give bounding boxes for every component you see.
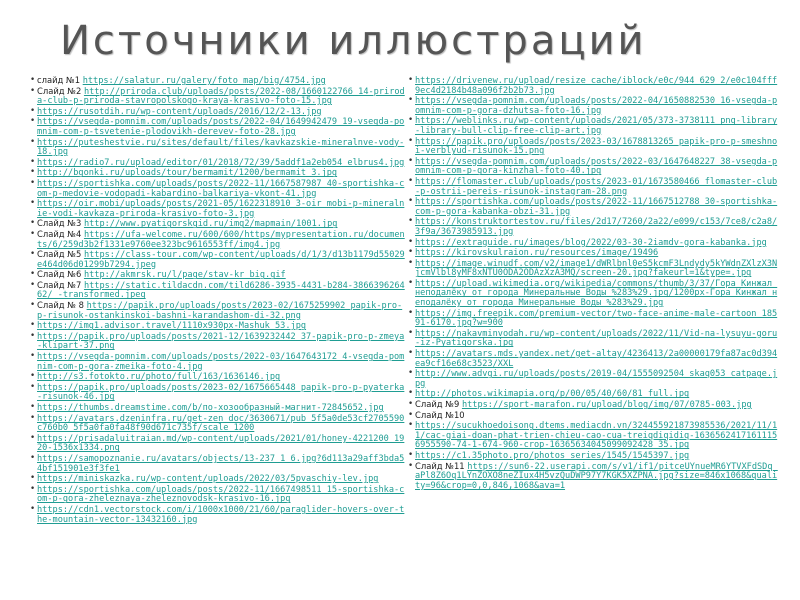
bullet-icon: • bbox=[30, 371, 36, 382]
bullet-icon: • bbox=[408, 449, 414, 460]
source-link[interactable]: https://class-tour.com/wp-content/uploads/d/1/3/d13b1179d55029e464d06d01299b7294.jpeg bbox=[37, 250, 405, 270]
source-entry bbox=[408, 411, 782, 422]
source-link[interactable]: https://salatur.ru/galery/foto_map/big/4754.jpg bbox=[82, 76, 326, 86]
slide-label: Слайд №2 bbox=[37, 85, 84, 96]
source-link[interactable]: https://vsegda-pomnim.com/uploads/posts/2022-03/1647648227_38-vsegda-pomnim-com-p-gora-kinzhal-foto-40.jpg bbox=[415, 156, 778, 177]
source-link[interactable]: https://img1.advisor.travel/1110x930px-Mashuk_53.jpg bbox=[37, 321, 307, 332]
bullet-icon: • bbox=[30, 412, 36, 423]
bullet-icon: • bbox=[30, 351, 36, 362]
slide-label: Слайд №4 bbox=[37, 228, 84, 239]
source-link[interactable]: https://image.winudf.com/v2/image1/dWRlbnl0eS5kcmF3Lndydy5kYWdnZXlzX3NjcmVlbl8yMF8xNTU0ODA2ODAzXzA3MQ/screen-20.jpg?fakeurl=1&type=.jpg bbox=[415, 258, 778, 279]
source-link[interactable]: https://sportishka.com/uploads/posts/2022-11/1667498511_15-sportishka-com-p-gora-zheleznaya-zheleznovodsk-krasivo-16.jpg bbox=[37, 484, 405, 505]
slide-label: Слайд №11 bbox=[415, 460, 468, 471]
bullet-icon: • bbox=[408, 95, 414, 106]
source-link[interactable]: http://priroda.club/uploads/posts/2022-08/1660122766_14-priroda-club-p-priroda-stavropolskogo-kraya-krasivo-foto-15.jpg bbox=[37, 86, 405, 107]
source-entry bbox=[30, 321, 406, 332]
source-link[interactable]: https://upload.wikimedia.org/wikipedia/commons/thumb/3/37/Гора_Кинжал_неподалёку_от_города_Минеральные_Воды_%283%29.jpg/1200px-Гора_Кинжал_неподалёку_от_города_Минеральные_Воды_%283%29.jpg bbox=[415, 278, 778, 309]
source-entry bbox=[30, 332, 406, 352]
bullet-icon: • bbox=[30, 136, 36, 147]
bullet-icon: • bbox=[408, 115, 414, 126]
source-link[interactable]: https://papik.pro/uploads/posts/2023-02/1675259902_papik-pro-p-risunok-ostankinskoi-bashni-karandashom-di-32.png bbox=[37, 301, 403, 321]
source-entry bbox=[30, 199, 406, 219]
source-link[interactable]: https://static.tildacdn.com/tild6286-3935-4431-b284-386639626462/_-transformed.jpeg bbox=[37, 280, 405, 301]
bullet-icon: • bbox=[408, 247, 414, 258]
source-entry bbox=[408, 217, 782, 237]
source-entry bbox=[30, 87, 406, 107]
bullet-icon: • bbox=[30, 105, 36, 116]
source-entry bbox=[30, 414, 406, 434]
source-entry bbox=[30, 372, 406, 383]
slide-label: Слайд №7 bbox=[37, 279, 84, 290]
source-link[interactable]: https://c1.35photo.pro/photos_series/1545/1545397.jpg bbox=[415, 450, 690, 461]
slide-label: Слайд №9 bbox=[415, 399, 462, 409]
source-link[interactable]: https://puteshestvie.ru/sites/default/files/kavkazskie-mineralnve-vody-18.jpg bbox=[37, 137, 405, 158]
source-link[interactable]: http://photos.wikimapia.org/p/00/05/40/60/81_full.jpg bbox=[415, 389, 690, 400]
bullet-icon: • bbox=[408, 460, 414, 471]
bullet-icon: • bbox=[30, 167, 36, 178]
bullet-icon: • bbox=[30, 198, 36, 209]
source-entry bbox=[408, 96, 782, 116]
source-entry bbox=[408, 309, 782, 329]
source-link[interactable]: https://cdn1.vectorstock.com/i/1000x1000/21/60/paraglider-hovers-over-the-mountain-vector-13432160.jpg bbox=[37, 504, 405, 525]
source-link[interactable]: https://img.freepik.com/premium-vector/two-face-anime-male-cartoon_18591-6170.jpg?w=900 bbox=[415, 308, 778, 329]
source-link[interactable]: https://ufa-welcome.ru/600/600/https/mypresentation.ru/documents/6/259d3b2f1331e9760ee323bc9616553ff/img4.jpg bbox=[37, 229, 405, 250]
source-entry bbox=[408, 389, 782, 400]
source-link[interactable]: https://oir.mobi/uploads/posts/2021-05/1622318910_3-oir_mobi-p-mineralnie-vodi-kavkaza-priroda-krasivo-foto-3.jpg bbox=[37, 199, 405, 219]
bullet-icon: • bbox=[30, 218, 36, 229]
source-entry bbox=[408, 116, 782, 136]
bullet-icon: • bbox=[408, 399, 414, 409]
bullet-icon: • bbox=[30, 503, 36, 514]
source-link[interactable]: https://papik.pro/uploads/posts/2023-03/1678813265_papik-pro-p-smeshnoi-verblyud-risunok-15.png bbox=[415, 136, 778, 157]
source-link[interactable]: https://konstruktortestov.ru/files/2d17/7260/2a22/e099/c153/7ce8/c2a8/3f9a/3673985913.jpg bbox=[415, 217, 778, 237]
source-link[interactable]: http://bgonki.ru/uploads/tour/bermamit/1200/bermamit_3.jpg bbox=[37, 168, 338, 179]
source-entry bbox=[408, 421, 782, 451]
source-link[interactable]: https://vsegda-pomnim.com/uploads/posts/2022-04/1649942479_19-vsegda-pomnim-com-p-tsvetenie-plodovikh-derevev-foto-28.jpg bbox=[37, 117, 405, 137]
source-entry bbox=[30, 454, 406, 474]
source-entry bbox=[30, 138, 406, 158]
source-link[interactable]: https://rusotdih.ru/wp-content/uploads/2016/12/2-13.jpg bbox=[37, 106, 322, 117]
source-entry bbox=[30, 168, 406, 179]
bullet-icon: • bbox=[30, 177, 36, 188]
source-entry bbox=[408, 279, 782, 309]
bullet-icon: • bbox=[408, 216, 414, 227]
slide-label: Слайд №6 bbox=[37, 269, 84, 280]
bullet-icon: • bbox=[408, 307, 414, 318]
source-link[interactable]: https://samopoznanie.ru/avatars/objects/13-237_1_6.jpg?6d113a29aff3bda54bf151901e3f3fe1 bbox=[37, 453, 405, 474]
sources-list-right bbox=[408, 76, 782, 491]
source-link[interactable]: https://weblinks.ru/wp-content/uploads/2021/05/373-3738111_png-library-library-bull-clip-free-clip-art.jpg bbox=[415, 116, 778, 136]
bullet-icon: • bbox=[408, 75, 414, 85]
source-link[interactable]: https://prisadaluitraian.md/wp-content/uploads/2021/01/honey-4221200_1920-1536x1334.png bbox=[37, 433, 405, 454]
source-link[interactable]: https://sucukhoedoisong.dtems.mediacdn.vn/324455921873985536/2021/11/11/cac-giai-doan-phat-trien-chieu-cao-cua-treiqdiqidiq-16365624171611156955590-74-1-674-960-crop-16365634045099092428 35.jpg bbox=[415, 421, 778, 451]
source-entry bbox=[30, 219, 406, 230]
bullet-icon: • bbox=[30, 279, 36, 290]
bullet-icon: • bbox=[30, 330, 36, 341]
source-link[interactable]: https://thumbs.dreamstime.com/b/по-хозообразный-магнит-72845652.jpg bbox=[37, 403, 384, 413]
source-entry bbox=[30, 383, 406, 403]
source-link[interactable]: https://radio7.ru/upload/editor/01/2018/72/39/5addf1a2eb054_elbrus4.jpg bbox=[37, 157, 405, 168]
bullet-icon: • bbox=[408, 327, 414, 338]
source-link[interactable]: https://vsegda-pomnim.com/uploads/posts/2022-03/1647643172_4-vsegda-pomnim-com-p-gora-zmeika-foto-4.jpg bbox=[37, 352, 405, 372]
source-entry bbox=[408, 197, 782, 217]
source-entry bbox=[30, 230, 406, 250]
source-link[interactable]: https://sportishka.com/uploads/posts/2022-11/1667587987_40-sportishka-com-p-medovie-vodopadi-kabardino-balkariya-vkont-41.jpg bbox=[37, 178, 405, 199]
bullet-icon: • bbox=[408, 409, 414, 420]
bullet-icon: • bbox=[30, 483, 36, 494]
source-entry bbox=[30, 474, 406, 485]
source-link[interactable]: https://papik.pro/uploads/posts/2021-12/1639232442_37-papik-pro-p-zmeya-klipart-37.png bbox=[37, 331, 405, 352]
sources-list-left bbox=[30, 76, 406, 525]
source-entry bbox=[30, 158, 406, 169]
slide-label: Слайд № 8 bbox=[37, 300, 87, 311]
bullet-icon: • bbox=[408, 388, 414, 399]
bullet-icon: • bbox=[408, 257, 414, 268]
bullet-icon: • bbox=[30, 269, 36, 280]
source-entry bbox=[408, 157, 782, 177]
slide-label: слайд №1 bbox=[37, 75, 83, 85]
bullet-icon: • bbox=[30, 85, 36, 96]
source-link[interactable]: https://drivenew.ru/upload/resize_cache/iblock/e0c/944_629_2/e0c104fff9ec4d2184b48a096f2b2b73.jpg bbox=[415, 76, 778, 96]
source-entry bbox=[408, 76, 782, 96]
source-entry bbox=[30, 434, 406, 454]
bullet-icon: • bbox=[408, 277, 414, 288]
bullet-icon: • bbox=[408, 196, 414, 207]
source-entry bbox=[30, 301, 406, 321]
source-link[interactable]: https://nakavminvodah.ru/wp-content/uploads/2022/11/Vid-na-lysuyu-goru-iz-Pyatigorska.jpg bbox=[415, 328, 778, 349]
bullet-icon: • bbox=[30, 452, 36, 463]
bullet-icon: • bbox=[408, 348, 414, 359]
source-entry bbox=[30, 485, 406, 505]
source-entry bbox=[30, 352, 406, 372]
source-link[interactable]: https://papik.pro/uploads/posts/2023-02/1675665448_papik-pro-p-pyaterka-risunok-46.jpg bbox=[37, 382, 405, 403]
bullet-icon: • bbox=[30, 300, 36, 311]
bullet-icon: • bbox=[30, 249, 36, 260]
source-link[interactable]: https://flomaster.club/uploads/posts/2023-01/1673580466_flomaster-club-p-ostrii-pereis-risunok-instagram-28.png bbox=[415, 176, 778, 197]
bullet-icon: • bbox=[30, 228, 36, 239]
slide-label: Слайд №5 bbox=[37, 249, 84, 260]
bullet-icon: • bbox=[30, 156, 36, 167]
source-link[interactable]: https://sport-marafon.ru/upload/blog/img/07/0785-003.jpg bbox=[461, 400, 752, 410]
source-entry bbox=[30, 505, 406, 525]
source-link[interactable]: https://avatars.mds.yandex.net/get-altay/4236413/2a00000179fa87ac0d394ea9cf16e68c3523/XXL bbox=[415, 349, 778, 369]
source-link[interactable]: https://avatars.dzeninfra.ru/get-zen_doc/3630671/pub_5f5a0de53cf2705590c760b0_5f5a0fa0fa48f90d671c735f/scale_1200 bbox=[37, 413, 405, 434]
page-title: Источники иллюстраций bbox=[60, 18, 647, 64]
bullet-icon: • bbox=[30, 75, 36, 85]
bullet-icon: • bbox=[408, 236, 414, 247]
source-entry bbox=[408, 369, 782, 389]
source-entry bbox=[408, 329, 782, 349]
source-entry bbox=[30, 281, 406, 301]
bullet-icon: • bbox=[30, 116, 36, 127]
source-entry bbox=[30, 403, 406, 414]
bullet-icon: • bbox=[408, 155, 414, 166]
source-link[interactable]: http://www.pyatigorskgid.ru/img2/mapmain/1001.jpg bbox=[83, 219, 338, 230]
source-link[interactable]: https://sportishka.com/uploads/posts/2022-11/1667512788_30-sportishka-com-p-gora-kabanka-obzi-31.jpg bbox=[415, 197, 778, 217]
source-link[interactable]: https://kirovskulraion.ru/resources/image/19496 bbox=[415, 248, 659, 259]
source-link[interactable]: http://akmrsk.ru/l/page/stav-kr_big.gif bbox=[83, 270, 286, 281]
slide-label: Слайд №3 bbox=[37, 218, 84, 229]
source-link[interactable]: https://extraguide.ru/images/blog/2022/03-30-2iamdv-gora-kabanka.jpg bbox=[415, 237, 767, 248]
source-link[interactable]: https://sun6-22.userapi.com/s/v1/if1/pitceUYnueMR6YTVXFdSDq_aPl8Z6Oq1LYnZOXO8neZIux4H5vzQuDWP97Y7KGK5XZPNA.jpg?size=846x1068&quality=96&crop=0,0,846,1068&ava=1 bbox=[415, 461, 778, 491]
source-entry bbox=[408, 248, 782, 259]
source-entry bbox=[408, 259, 782, 279]
source-link[interactable]: https://miniskazka.ru/wp-content/uploads/2022/03/5pvaschiy-lev.jpg bbox=[37, 474, 379, 485]
source-entry bbox=[30, 179, 406, 199]
source-entry bbox=[30, 270, 406, 281]
slide-label: Слайд №10 bbox=[415, 409, 465, 420]
source-entry bbox=[30, 76, 406, 87]
bullet-icon: • bbox=[30, 381, 36, 392]
bullet-icon: • bbox=[408, 420, 414, 431]
bullet-icon: • bbox=[30, 432, 36, 443]
bullet-icon: • bbox=[30, 402, 36, 412]
bullet-icon: • bbox=[408, 135, 414, 146]
source-entry bbox=[408, 177, 782, 197]
bullet-icon: • bbox=[30, 473, 36, 484]
source-entry bbox=[408, 349, 782, 369]
source-entry bbox=[30, 250, 406, 270]
bullet-icon: • bbox=[30, 320, 36, 331]
bullet-icon: • bbox=[408, 368, 414, 379]
source-entry bbox=[408, 137, 782, 157]
source-entry bbox=[30, 117, 406, 137]
source-entry bbox=[408, 462, 782, 492]
source-link[interactable]: http://www.advgi.ru/uploads/posts/2019-04/1555092504_skaq053_catpage.jpg bbox=[415, 369, 778, 389]
source-entry bbox=[408, 238, 782, 249]
source-entry bbox=[30, 107, 406, 118]
source-link[interactable]: http://s3.fotokto.ru/photo/full/163/1636146.jpg bbox=[37, 372, 281, 383]
bullet-icon: • bbox=[408, 175, 414, 186]
source-link[interactable]: https://vsegda-pomnim.com/uploads/posts/2022-04/1650882530_16-vsegda-pomnim-com-p-gora-dzhutsa-foto-16.jpg bbox=[415, 96, 778, 116]
